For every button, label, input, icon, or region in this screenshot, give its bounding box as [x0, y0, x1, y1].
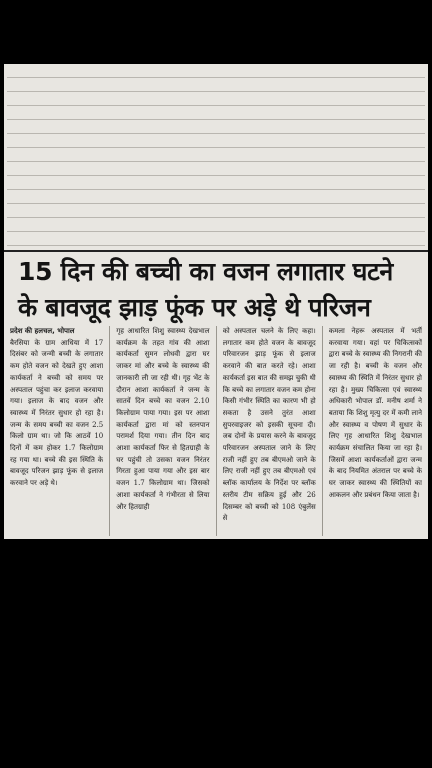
- headline: [18, 254, 418, 326]
- column-1-text: बैरसिया के ग्राम आधिया में 17 दिसंबर को जन्मी बच्ची के लगातार कम होते वजन को देखते हुए आशा कार्यकर्ता ने बच्ची को समय पर अस्पताल पहुंचा कर इलाज करवाया गया। इलाज के बाद वजन और स्वास्थ्य में निरंतर सुधार हो रहा है। जन्म के समय बच्ची का वजन 2.5 किलो ग्राम था। जो कि आठवें 10 दिनों में कम होकर 1.7 किलोग्राम रह गया था। बच्चे की इस स्थिति के बावजूद परिजन झाड़ फूंक से इलाज करवाने पर अड़े थे।: [10, 338, 104, 488]
- column-3-text: को अस्पताल चलने के लिए कहा। लगातार कम होते वजन के बावजूद परिवारजन झाड़ फूंक से इलाज करवाने की बात करते रहे। आशा कार्यकर्ता इस बात की समझ चुकी थी कि बच्चे का लगातार वजन कम होना किसी गंभीर स्थिति का कारण भी हो सकता है उसने तुरंत आशा सुपरवाइजर को इसकी सूचना दी। जब दोनों के प्रयास करने के बावजूद परिवारजन अस्पताल जाने के लिए राजी नहीं हुए तब बीएमओ जाने के लिए राजी नहीं हुए तब बीएमओ एवं ब्लॉक कार्यालय के निर्देश पर ब्लॉक स्तरीय टीम सक्रिय हुई और 26 दिसम्बर को बच्ची को 108 एंबुलेंस से: [222, 327, 316, 523]
- byline: प्रदेश की हलचल, भोपाल: [10, 327, 75, 335]
- article-column-3: [223, 326, 316, 536]
- column-divider: [322, 326, 323, 536]
- column-2-text: गृह आधारित शिशु स्वास्थ्य देखभाल कार्यक्रम के तहत गांव की आशा कार्यकर्ता सुमन लोधवी द्वारा घर जाकर मां और बच्चे के स्वास्थ्य की जानकारी ली जा रही थी। गृह भेंट के दौरान आशा कार्यकर्ता ने जन्म के सातवें दिन बच्चे का वजन 2.10 किलोग्राम पाया गया। इस पर आशा कार्यकर्ता द्वारा मां को स्तनपान परामर्श दिया गया। तीन दिन बाद आशा कार्यकर्ता फिर से हितग्राही के घर पहुंची तो उसका वजन निरंतर गिरता हुआ पाया गया और इस बार वजन 1.7 किलोग्राम था। जिसको आशा कार्यकर्ता ने गंभीरता से लिया और हितग्राही: [116, 327, 210, 511]
- column-divider: [216, 326, 217, 536]
- article-column-4: [329, 326, 422, 536]
- headline-line-1: 15 दिन की बच्ची का वजन लगातार घटने: [18, 257, 393, 286]
- headline-line-2: के बावजूद झाड़ फूंक पर अड़े थे परिजन: [18, 293, 371, 322]
- newspaper-clipping: [4, 64, 428, 539]
- column-4-text: कमला नेहरू अस्पताल में भर्ती करवाया गया। वहां पर चिकित्सकों द्वारा बच्चे के स्वास्थ्य की निगरानी की जा रही है। बच्ची के वजन और स्वास्थ्य की स्थिति में निरंतर सुधार हो रहा है। मुख्य चिकित्सा एवं स्वास्थ्य अधिकारी भोपाल डॉ. मनीष शर्मा ने बताया कि शिशु मृत्यु दर में कमी लाने और स्वास्थ्य व पोषण में सुधार के लिए गृह आधारित शिशु देखभाल कार्यक्रम संचालित किया जा रहा है। जिसमें आशा कार्यकर्ताओं द्वारा जन्म के बाद नियमित अंतराल पर बच्चे के घर जाकर स्वास्थ्य की स्थितियों का आकलन और प्रबंधन किया जाता है।: [328, 327, 422, 499]
- article-column-1: [10, 326, 103, 536]
- article-columns: [10, 326, 422, 536]
- column-divider: [109, 326, 110, 536]
- article-column-2: [116, 326, 209, 536]
- headline-top-rule: [4, 250, 428, 252]
- previous-article-text-faded: [7, 64, 425, 250]
